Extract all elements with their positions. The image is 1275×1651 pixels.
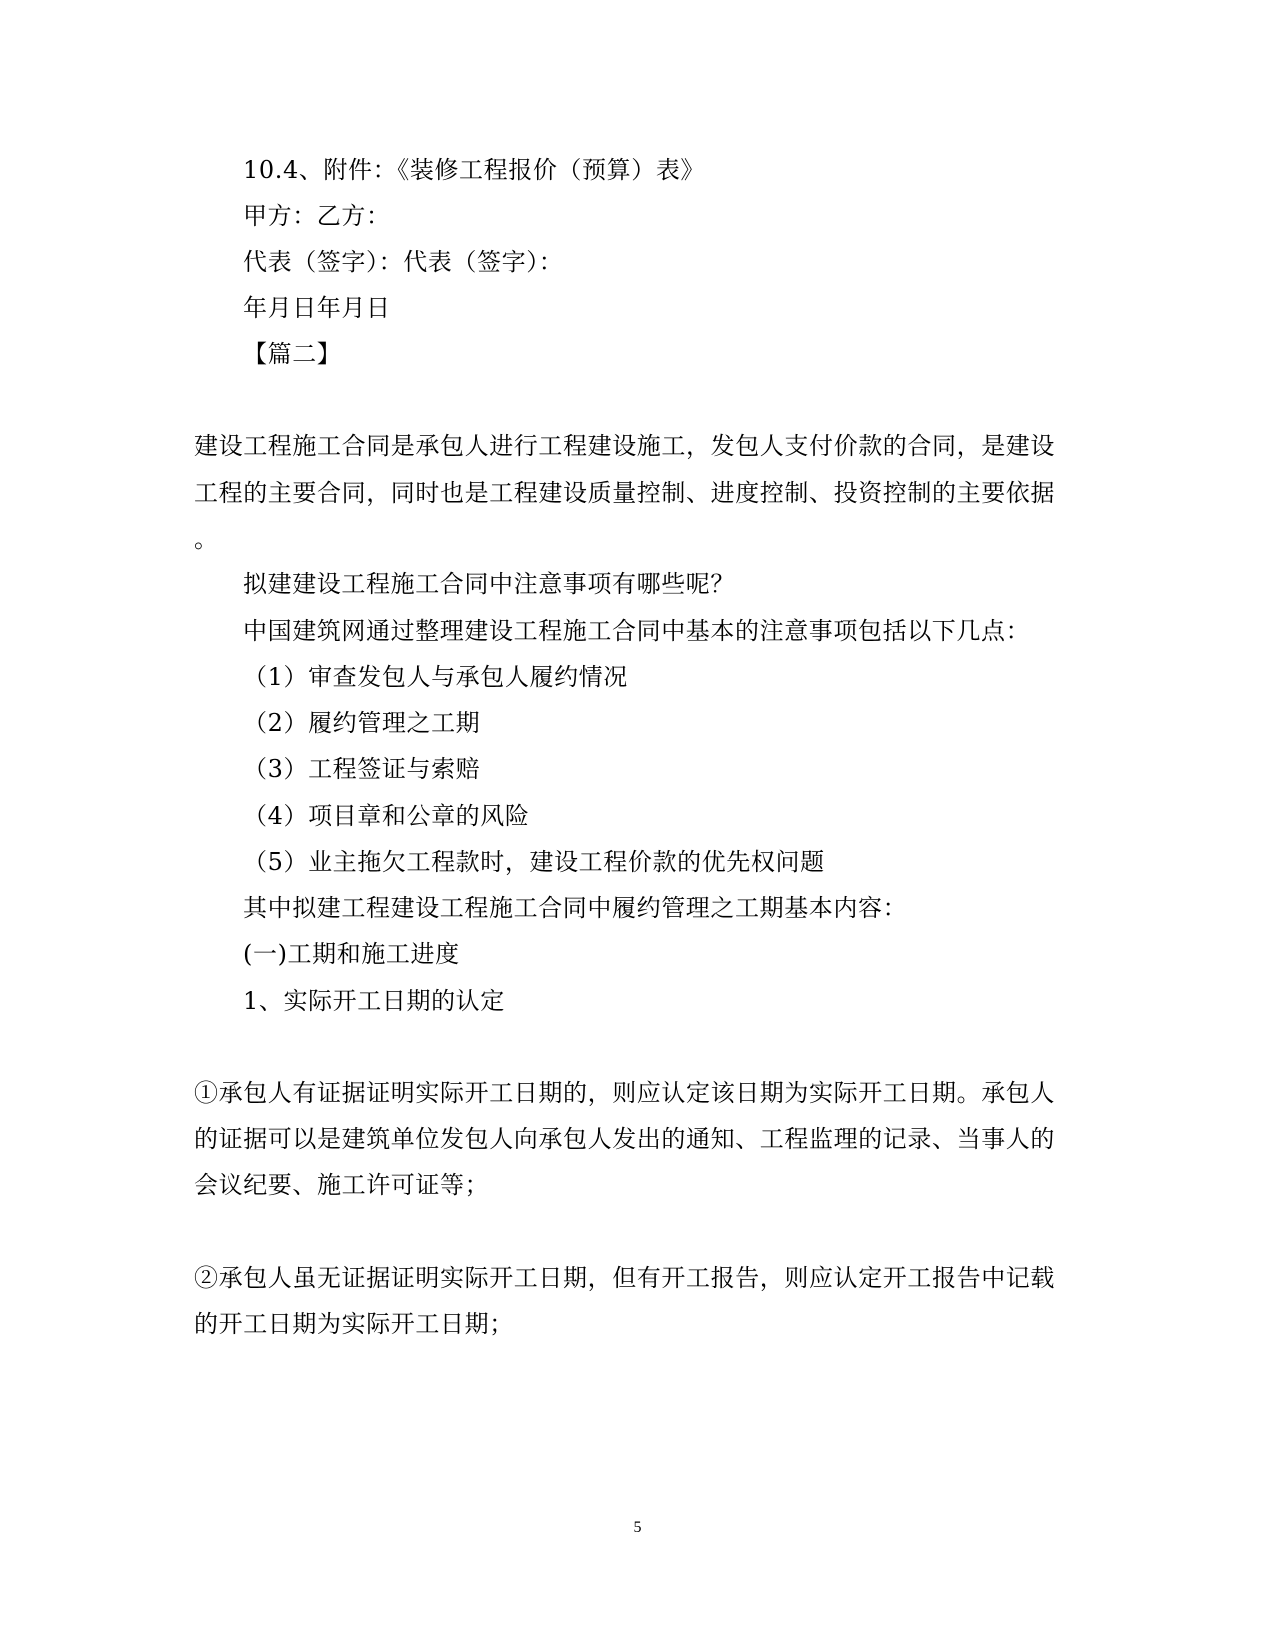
party-line: 甲方：乙方： (243, 202, 391, 230)
list-item: （4）项目章和公章的风险 (243, 802, 530, 830)
subheading: 1、实际开工日期的认定 (243, 987, 505, 1015)
paragraph-line: 建设工程施工合同是承包人进行工程建设施工，发包人支付价款的合同，是建设 (194, 432, 1055, 460)
date-line: 年月日年月日 (243, 294, 391, 322)
list-item: （5）业主拖欠工程款时，建设工程价款的优先权问题 (243, 848, 825, 876)
signature-line: 代表（签字）：代表（签字）： (243, 248, 564, 276)
list-item: （3）工程签证与索赔 (243, 755, 481, 783)
question-line: 拟建建设工程施工合同中注意事项有哪些呢？ (243, 570, 735, 598)
section-heading: 【篇二】 (243, 340, 342, 368)
paragraph-line: 的证据可以是建筑单位发包人向承包人发出的通知、工程监理的记录、当事人的 (194, 1125, 1055, 1153)
intro-line: 中国建筑网通过整理建设工程施工合同中基本的注意事项包括以下几点： (243, 617, 1031, 645)
list-item: （1）审查发包人与承包人履约情况 (243, 663, 628, 691)
content-heading: 其中拟建工程建设工程施工合同中履约管理之工期基本内容： (243, 894, 908, 922)
attachment-line: 10.4、附件：《装修工程报价（预算）表》 (243, 156, 706, 184)
paragraph-line: ②承包人虽无证据证明实际开工日期，但有开工报告，则应认定开工报告中记载 (194, 1264, 1055, 1292)
page-number: 5 (633, 1519, 642, 1536)
paragraph-line: 。 (194, 525, 219, 553)
paragraph-line: 的开工日期为实际开工日期； (194, 1310, 514, 1338)
subheading: (一)工期和施工进度 (243, 940, 460, 968)
paragraph-line: ①承包人有证据证明实际开工日期的，则应认定该日期为实际开工日期。承包人 (194, 1079, 1055, 1107)
paragraph-line: 工程的主要合同，同时也是工程建设质量控制、进度控制、投资控制的主要依据 (194, 479, 1055, 507)
list-item: （2）履约管理之工期 (243, 709, 481, 737)
paragraph-line: 会议纪要、施工许可证等； (194, 1171, 490, 1199)
